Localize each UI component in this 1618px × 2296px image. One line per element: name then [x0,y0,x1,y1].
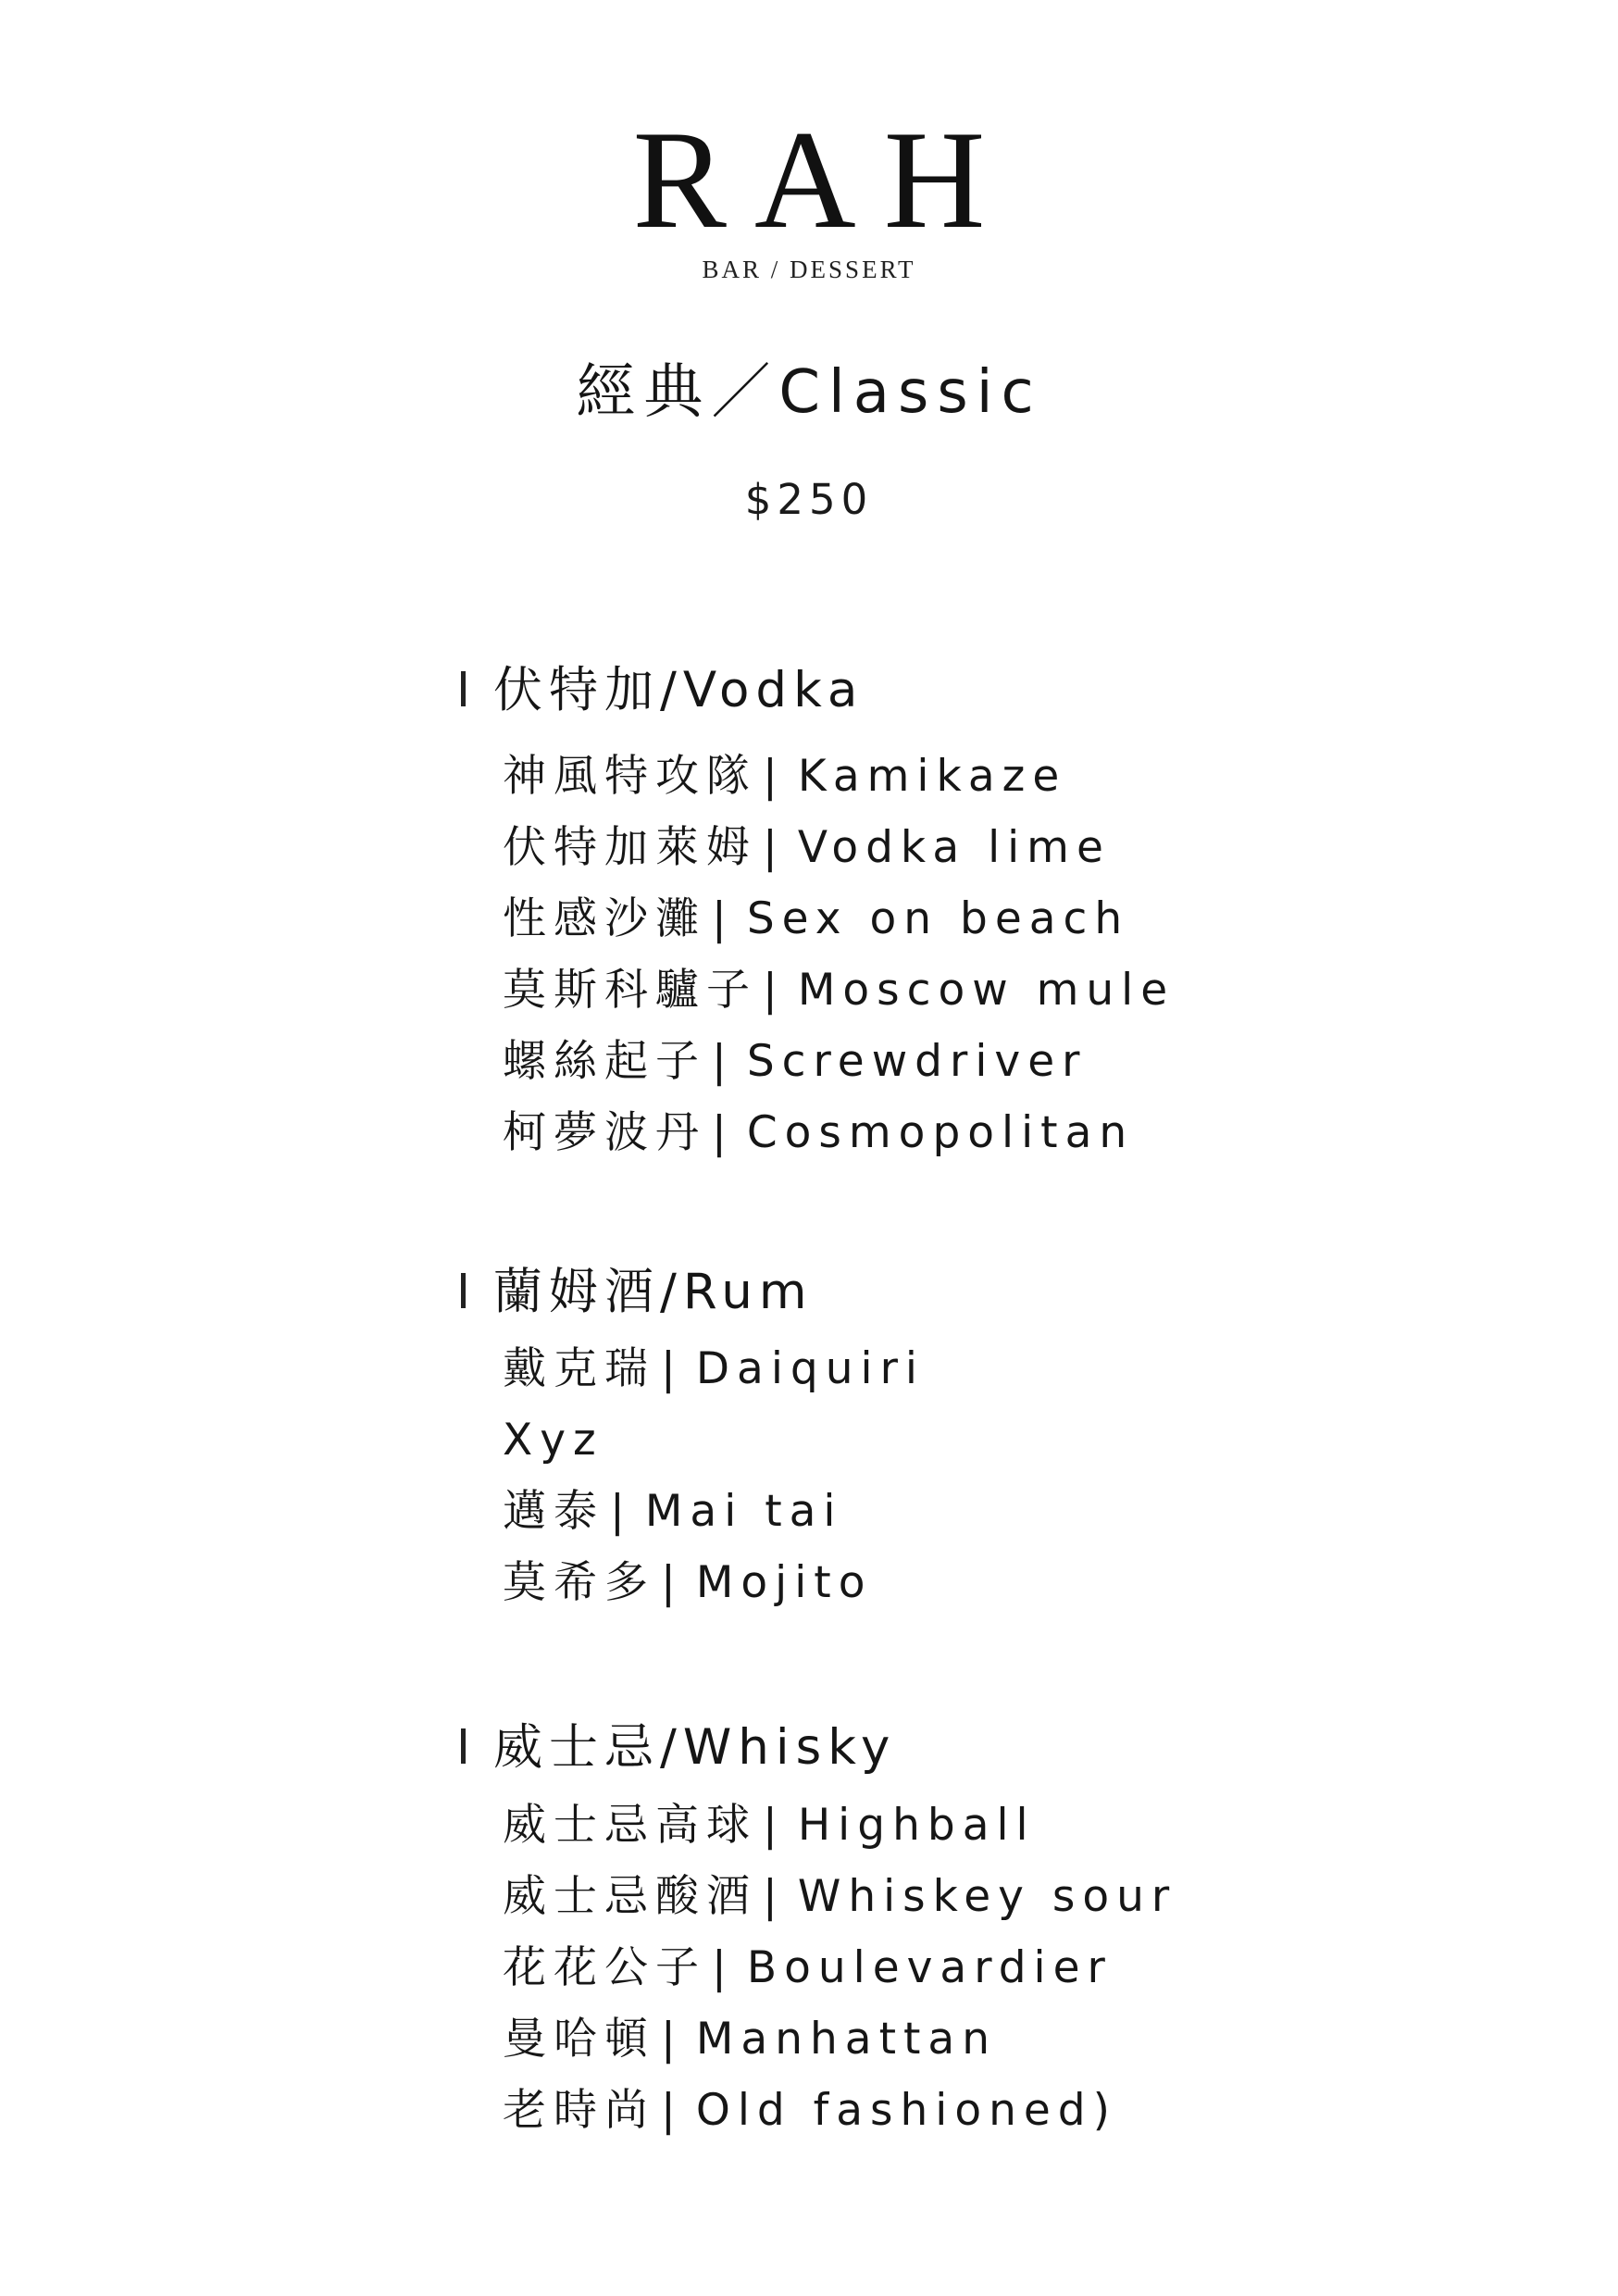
separator: | [763,965,785,1016]
drink-name-zh: 伏特加萊姆 [503,822,757,873]
drink-item [503,2003,1387,2075]
drink-item [503,741,1387,812]
separator: | [763,751,785,802]
drink-name-zh: 戴克瑞 [503,1343,655,1394]
menu-price: $250 [744,475,874,524]
drink-name-en: Sex on beach [746,893,1130,944]
drink-name-en: Xyz [503,1415,604,1466]
drink-item [503,1790,1387,1861]
separator: | [763,822,785,873]
section-vodka [461,654,1387,1168]
separator: | [763,1800,785,1851]
drink-item [503,2075,1387,2146]
drink-name-zh: 莫斯科驢子 [503,965,757,1016]
section-marker-bar [461,671,466,706]
drink-name-en: Daiquiri [695,1343,925,1394]
drink-name-zh: 性感沙灘 [503,893,706,944]
drink-name-zh: 邁泰 [503,1486,604,1537]
separator: | [712,1942,734,1993]
section-whisky [461,1711,1387,2146]
drink-name-en: Manhattan [695,2014,998,2065]
separator: | [661,2085,683,2136]
drink-name-zh: 老時尚 [503,2085,655,2136]
drink-name-en: Boulevardier [746,1942,1113,1993]
separator: | [661,2014,683,2065]
drink-name-zh: 神風特攻隊 [503,751,757,802]
drink-item [503,1333,1387,1404]
section-title: 伏特加/Vodka [493,662,865,718]
drink-item [503,1097,1387,1168]
separator: | [763,1871,785,1922]
drink-item [503,1547,1387,1618]
drink-name-zh: 曼哈頓 [503,2014,655,2065]
separator: | [712,1036,734,1087]
drink-name-zh: 花花公子 [503,1942,706,1993]
separator: | [712,1107,734,1158]
drink-name-zh: 莫希多 [503,1557,655,1608]
drink-item [503,883,1387,955]
section-marker-bar [461,1728,466,1764]
drink-item [503,1476,1387,1547]
brand-logo: RAH [632,102,1014,257]
drink-name-en: Screwdriver [746,1036,1088,1087]
drink-item [503,1026,1387,1097]
drink-list [461,1333,1387,1618]
drink-item [503,1932,1387,2003]
drink-list [461,1790,1387,2146]
drink-name-zh: 柯夢波丹 [503,1107,706,1158]
menu-title: 經典／Classic [576,358,1042,427]
drink-name-zh: 螺絲起子 [503,1036,706,1087]
section-heading [461,1255,1387,1329]
section-title: 威士忌/Whisky [493,1719,897,1776]
drink-name-zh: 威士忌酸酒 [503,1871,757,1922]
drink-name-en: Mai tai [644,1486,843,1537]
drink-name-en: Whiskey sour [797,1871,1177,1922]
section-marker-bar [461,1273,466,1308]
section-heading [461,654,1387,728]
drink-name-en: Old fashioned) [695,2085,1117,2136]
drink-name-en: Kamikaze [797,751,1067,802]
drink-name-en: Highball [797,1800,1036,1851]
separator: | [661,1343,683,1394]
drink-item [503,1861,1387,1932]
section-heading [461,1711,1387,1785]
drink-list [461,741,1387,1168]
drink-item [503,812,1387,883]
drink-item [503,1404,1387,1476]
drink-item [503,955,1387,1026]
brand-tagline: BAR / DESSERT [702,256,916,283]
section-title: 蘭姆酒/Rum [493,1264,814,1320]
drink-name-en: Mojito [695,1557,873,1608]
drink-name-en: Cosmopolitan [746,1107,1135,1158]
separator: | [712,893,734,944]
separator: | [661,1557,683,1608]
section-rum [461,1255,1387,1618]
drink-name-zh: 威士忌高球 [503,1800,757,1851]
separator: | [610,1486,632,1537]
drink-name-en: Vodka lime [797,822,1111,873]
drink-name-en: Moscow mule [797,965,1176,1016]
